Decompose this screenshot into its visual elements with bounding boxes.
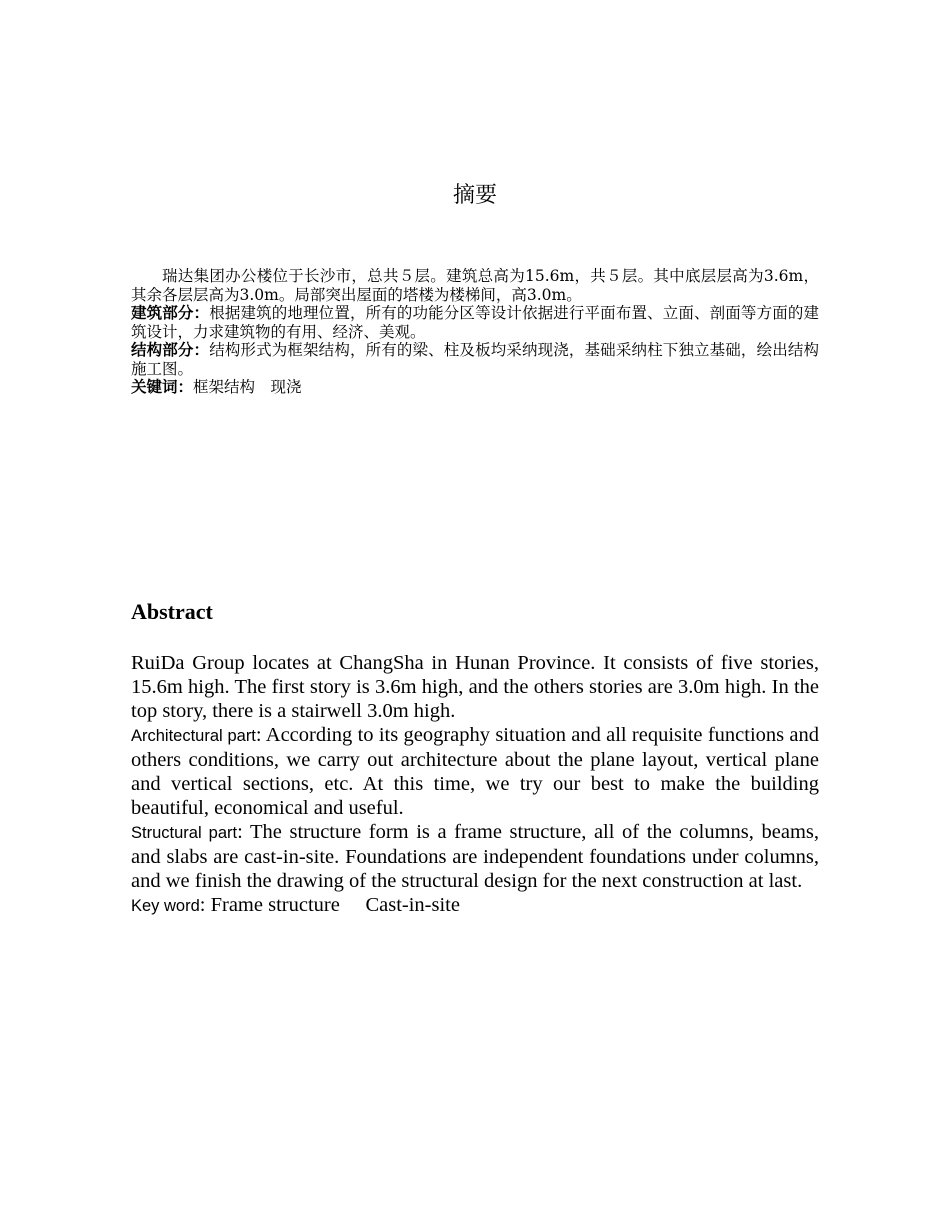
chinese-structure-text: 结构形式为框架结构，所有的梁、柱及板均采纳现浇，基础采纳柱下独立基础，绘出结构施工图。 <box>131 341 819 378</box>
english-architecture-label: Architectural part <box>131 727 256 745</box>
chinese-architecture-text: 根据建筑的地理位置，所有的功能分区等设计依据进行平面布置、立面、剖面等方面的建筑设计，力求建筑物的有用、经济、美观。 <box>131 304 819 341</box>
english-structure-text: : The structure form is a frame structure, all of the columns, beams, and slabs are cast-in-site. Foundations are independent foundations under columns, and we finish the drawing of the structural design for the next construction at last. <box>131 821 819 892</box>
english-summary-paragraph: RuiDa Group locates at ChangSha in Hunan Province. It consists of five stories, 15.6m high. The first story is 3.6m high, and the others stories are 3.0m high. In the top story, there is a stairwell 3.0m high. <box>131 652 819 722</box>
english-keywords-text: : Frame structure Cast-in-site <box>199 894 460 916</box>
chinese-keywords-label: 关键词： <box>131 378 194 396</box>
english-abstract-title: Abstract <box>131 599 213 624</box>
chinese-keywords-paragraph <box>131 378 819 397</box>
chinese-architecture-paragraph <box>131 304 819 341</box>
english-structure-paragraph <box>131 820 819 893</box>
chinese-abstract-title: 摘要 <box>452 183 497 208</box>
english-abstract-body <box>131 651 819 918</box>
english-keywords-label: Key word <box>131 897 200 915</box>
chinese-structure-label: 结构部分： <box>131 341 210 359</box>
chinese-summary-paragraph: 瑞达集团办公楼位于长沙市，总共５层。建筑总高为15.6m，共５层。其中底层层高为3.6m，其余各层层高为3.0m。局部突出屋面的塔楼为楼梯间，高3.0m。 <box>131 267 819 304</box>
chinese-abstract-body <box>131 267 819 397</box>
english-architecture-paragraph <box>131 723 819 820</box>
english-architecture-text: : According to its geography situation and all requisite functions and others conditions, we carry out architecture about the plane layout, vertical plane and vertical sections, etc. At this time, we try our best to make the building beautiful, economical and useful. <box>131 724 820 819</box>
chinese-keywords-text: 框架结构 现浇 <box>193 378 302 396</box>
english-keywords-paragraph <box>131 893 819 918</box>
chinese-architecture-label: 建筑部分： <box>131 304 210 322</box>
english-structure-label: Structural part <box>131 824 238 842</box>
chinese-structure-paragraph <box>131 341 819 378</box>
